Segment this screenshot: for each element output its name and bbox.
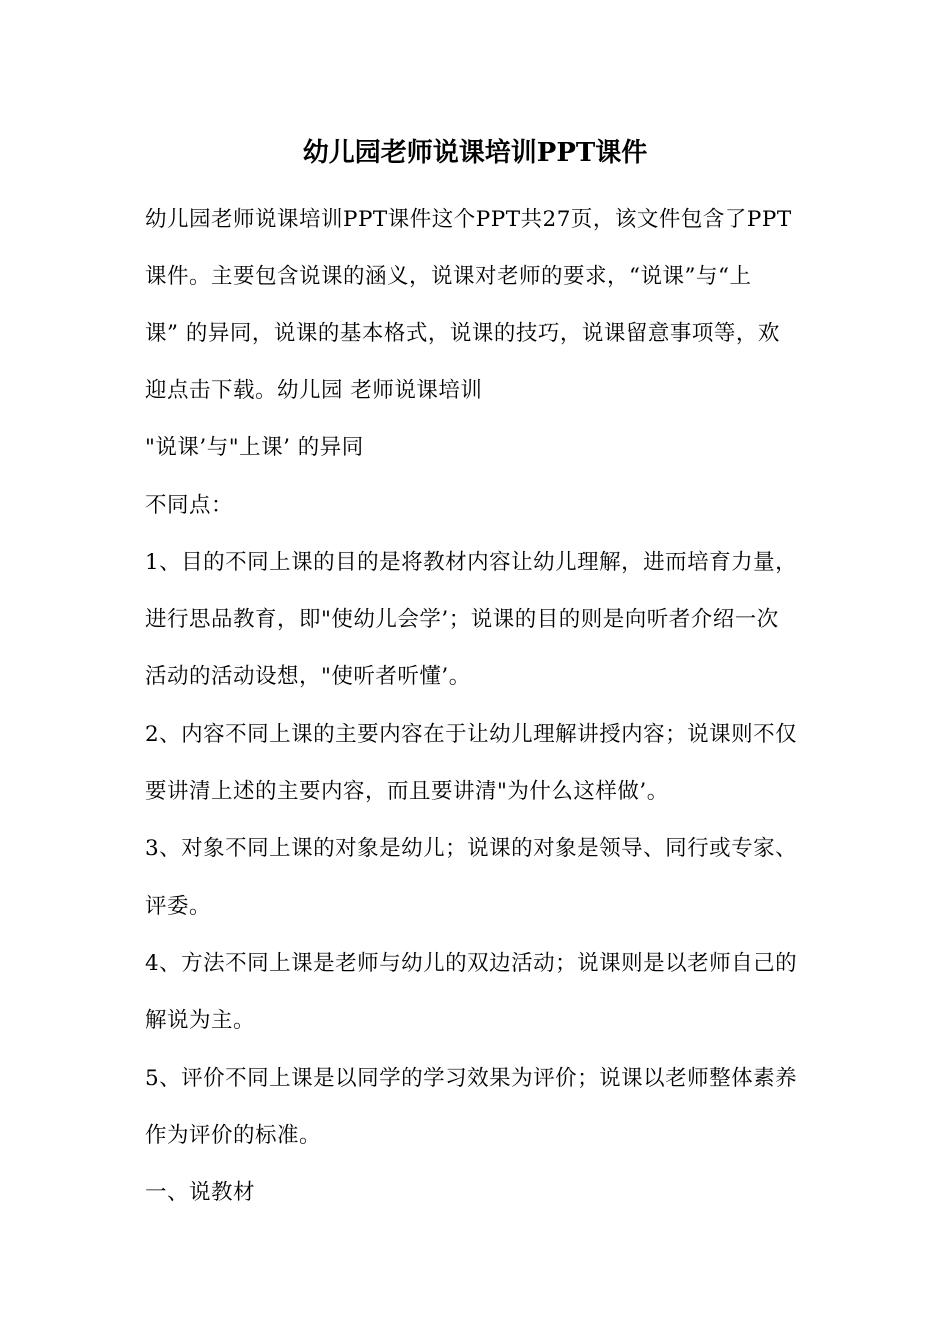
- list-item-line: 作为评价的标准。: [145, 1123, 322, 1148]
- list-item-line: 要讲清上述的主要内容，而且要讲清"为什么这样做’。: [145, 779, 669, 804]
- document-title: 幼儿园老师说课培训PPT课件: [302, 138, 648, 168]
- list-item-line: 4、方法不同上课是老师与幼儿的双边活动；说课则是以老师自己的: [145, 951, 798, 976]
- section-heading: 一、说教材: [145, 1180, 256, 1205]
- paragraph-line: 课” 的异同，说课的基本格式，说课的技巧，说课留意事项等，欢: [145, 321, 780, 346]
- list-item-line: 解说为主。: [145, 1008, 256, 1033]
- list-item-line: 1、目的不同上课的目的是将教材内容让幼儿理解，进而培育力量，: [145, 550, 798, 575]
- paragraph-line: 迎点击下载。幼儿园 老师说课培训: [145, 378, 483, 403]
- paragraph-line: 幼儿园老师说课培训PPT课件这个PPT共27页，该文件包含了PPT: [145, 207, 792, 232]
- list-item-line: 5、评价不同上课是以同学的学习效果为评价；说课以老师整体素养: [145, 1066, 798, 1091]
- list-item-line: 活动的活动设想，"使听者听懂’。: [145, 664, 471, 689]
- section-heading: 不同点：: [145, 493, 234, 518]
- list-item-line: 3、对象不同上课的对象是幼儿；说课的对象是领导、同行或专家、: [145, 836, 798, 861]
- section-heading: "说课’与"上课’ 的异同: [145, 435, 364, 460]
- list-item-line: 2、内容不同上课的主要内容在于让幼儿理解讲授内容；说课则不仅: [145, 722, 798, 747]
- paragraph-line: 课件。主要包含说课的涵义，说课对老师的要求，“说课”与“上: [145, 264, 752, 289]
- list-item-line: 评委。: [145, 894, 212, 919]
- list-item-line: 进行思品教育，即"使幼儿会学’；说课的目的则是向听者介绍一次: [145, 607, 779, 632]
